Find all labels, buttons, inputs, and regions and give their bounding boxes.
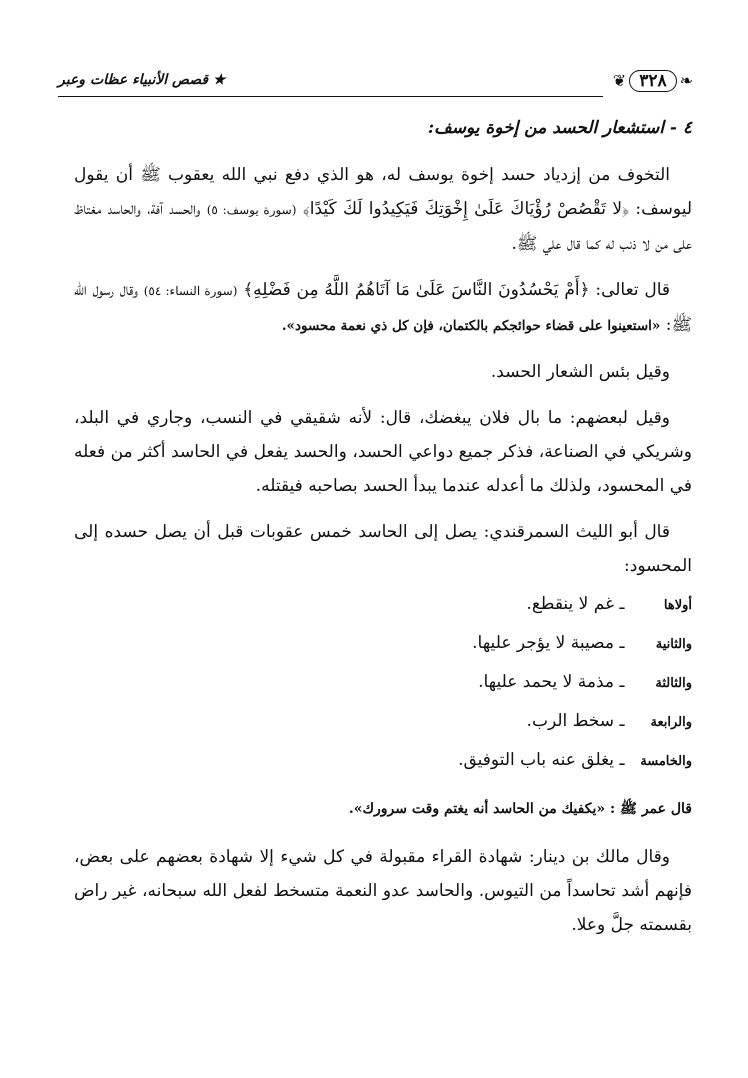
- verse-reference: (سورة النساء: ٥٤): [143, 284, 238, 298]
- list-item-dash: ـ: [619, 711, 625, 731]
- list-item-label: والرابعة: [650, 715, 692, 730]
- page-number-badge: [613, 70, 693, 92]
- list-item-text: يغلق عنه باب التوفيق.: [458, 750, 614, 770]
- list-item: [74, 704, 692, 743]
- verse-reference: (سورة يوسف: ٥): [206, 203, 297, 217]
- list-item-text: غم لا ينقطع.: [526, 594, 614, 614]
- paragraph-nisa-text: قال تعالى: ﴿أَمْ يَحْسُدُونَ النَّاسَ عَلَىٰ مَا آتَاهُمُ اللَّهُ مِن فَضْلِهِ﴾: [243, 280, 670, 300]
- list-item: [74, 665, 692, 704]
- list-item-text: مذمة لا يحمد عليها.: [478, 672, 614, 692]
- list-item-label: والثالثة: [655, 676, 692, 691]
- running-title-text: قصص الأنبياء عظات وعبر: [58, 72, 209, 88]
- list-item-dash: ـ: [619, 594, 625, 614]
- header-rule: [58, 96, 603, 97]
- list-item-dash: ـ: [619, 750, 625, 770]
- running-title: [58, 72, 225, 88]
- list-item: [74, 743, 692, 782]
- paragraph-yaqub-continuation: والحسد آفة، والحاسد مغتاظ على من لا ذنب له كما قال علي ﷺ.: [74, 199, 692, 254]
- list-item-dash: ـ: [619, 672, 625, 692]
- punishments-list: [74, 587, 692, 782]
- list-item-dash: ـ: [619, 633, 625, 653]
- list-item-label: والخامسة: [640, 754, 692, 769]
- paragraph-umar: [74, 792, 692, 826]
- list-item: [74, 587, 692, 626]
- paragraph-nisa-continuation: وقال رسول الله ﷺ:: [74, 280, 692, 335]
- paragraph-nisa: [74, 273, 692, 343]
- list-item: [74, 626, 692, 665]
- body-text: [74, 158, 692, 954]
- right-ornament-icon: ❧: [679, 71, 693, 90]
- left-ornament-icon: ❦: [612, 71, 627, 90]
- page-header: [58, 64, 693, 104]
- paragraph-yaqub-text: التخوف من إزدياد حسد إخوة يوسف له، هو الذي دفع نبي الله يعقوب ﷺ أن يقول ليوسف: ﴿لا تَقْصُصْ رُؤْيَاكَ عَلَىٰ إِخْوَتِكَ فَيَكِيدُوا لَكَ كَيْدًا﴾: [74, 165, 693, 219]
- paragraph-malik: وقال مالك بن دينار: شهادة القراء مقبولة في كل شيء إلا شهادة بعضهم على بعض، فإنهم أشد تحاسداً من التيوس. والحاسد عدو النعمة متسخط لفعل الله سبحانه، غير راض بقسمته جلَّ وعلا.: [74, 847, 692, 935]
- umar-quote: «يكفيك من الحاسد أنه يغتم وقت سرورك».: [348, 801, 606, 817]
- paragraph-yaqub: [74, 158, 692, 261]
- star-icon: ★: [212, 72, 226, 88]
- list-item-text: سخط الرب.: [526, 711, 614, 731]
- paragraph-umar-text: قال عمر ﷺ :: [609, 801, 692, 817]
- page-number: ٣٢٨: [629, 70, 676, 92]
- list-item-label: أولاها: [663, 598, 692, 613]
- list-item-label: والثانية: [655, 637, 692, 652]
- hadith-quote: «استعينوا على قضاء حوائجكم بالكتمان، فإن كل ذي نعمة محسود».: [281, 318, 661, 334]
- list-item-text: مصيبة لا يؤجر عليها.: [472, 633, 614, 653]
- paragraph-brother: وقيل لبعضهم: ما بال فلان يبغضك، قال: لأنه شقيقي في النسب، وجاري في البلد، وشريكي في الصناعة، فذكر جميع دواعي الحسد، والحسد يفعل في الحاسد أكثر من فعله في المحسود، ولذلك ما أعدله عندما يبدأ الحسد بصاحبه فيقتله.: [74, 408, 692, 496]
- paragraph-samarqandi: قال أبو الليث السمرقندي: يصل إلى الحاسد خمس عقوبات قبل أن يصل حسده إلى المحسود:: [74, 522, 692, 576]
- section-heading: ٤ - استشعار الحسد من إخوة يوسف:: [427, 118, 692, 138]
- paragraph-short-saying: وقيل بئس الشعار الحسد.: [490, 362, 670, 382]
